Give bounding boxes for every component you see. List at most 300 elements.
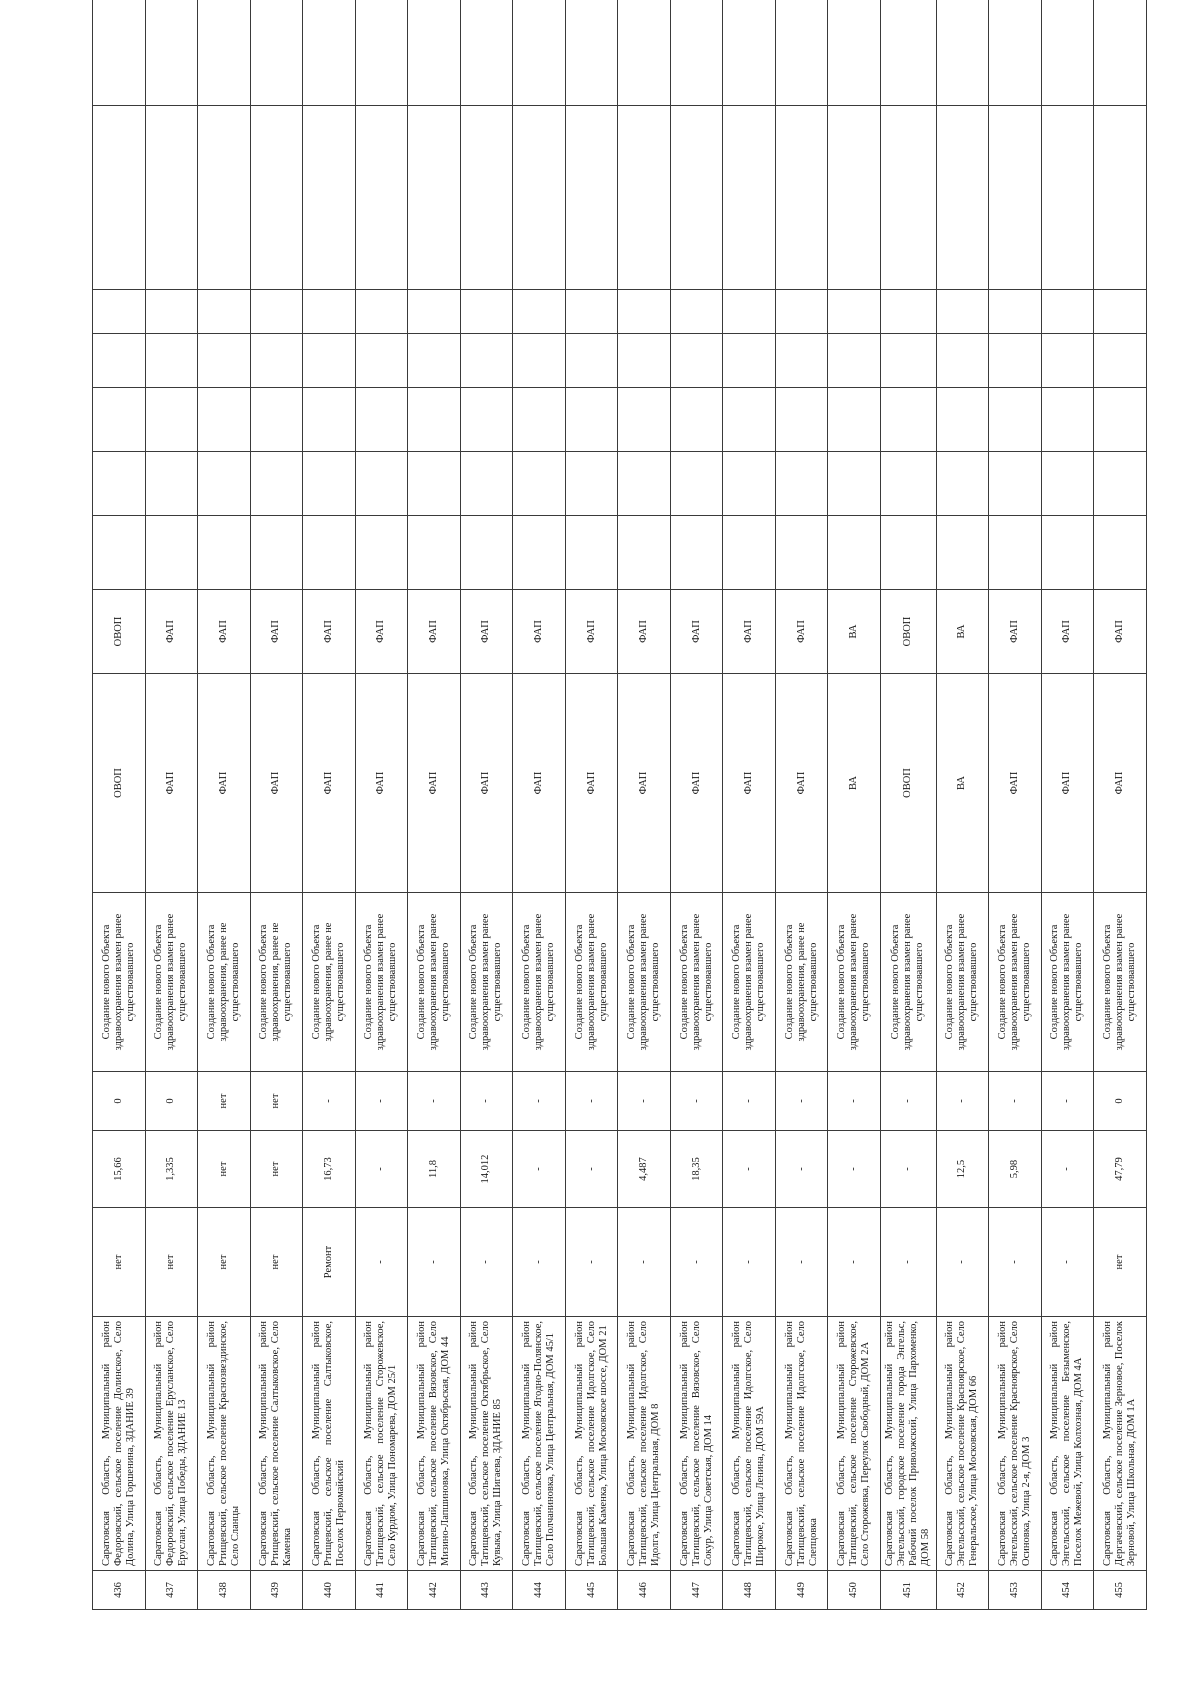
empty-cell [775, 388, 828, 452]
table-row [1041, 0, 1094, 1610]
action-cell: Создание нового Объекта здравоохранения взамен ранее существовавшего [355, 893, 408, 1072]
empty-cell [355, 388, 408, 452]
type-new-cell: ФАП [723, 590, 776, 674]
status-cell: нет [93, 1208, 146, 1317]
type-cell: ФАП [198, 674, 251, 893]
table-row [408, 0, 461, 1610]
action-cell: Создание нового Объекта здравоохранения, ранее не существовавшего [775, 893, 828, 1072]
empty-cell [460, 388, 513, 452]
action-cell: Создание нового Объекта здравоохранения взамен ранее существовавшего [93, 893, 146, 1072]
value-cell: - [880, 1072, 936, 1131]
action-cell: Создание нового Объекта здравоохранения взамен ранее существовавшего [145, 893, 198, 1072]
area-cell: 18,35 [670, 1131, 723, 1208]
type-cell: ОВОП [880, 674, 936, 893]
empty-cell [355, 106, 408, 290]
rotated-table-container [92, 65, 1147, 1610]
empty-cell [723, 290, 776, 334]
address-cell: Саратовская Область, Муниципальный район Татищевский, сельское поселение Сторожевское, Село Курдюм, Улица Пономарева, ДОМ 25/1 [355, 1317, 408, 1571]
table-body [93, 0, 1147, 1610]
row-number: 446 [618, 1571, 671, 1610]
row-number: 443 [460, 1571, 513, 1610]
empty-cell [145, 290, 198, 334]
table-row [250, 0, 303, 1610]
table-row [989, 0, 1042, 1610]
type-cell: ФАП [723, 674, 776, 893]
type-new-cell: ФАП [775, 590, 828, 674]
row-number: 441 [355, 1571, 408, 1610]
status-cell: - [880, 1208, 936, 1317]
empty-cell [618, 452, 671, 516]
empty-cell [198, 334, 251, 388]
table-row [1094, 0, 1147, 1610]
table-row [145, 0, 198, 1610]
value-cell: - [775, 1072, 828, 1131]
table-row [936, 0, 989, 1610]
empty-cell [989, 452, 1042, 516]
area-cell: - [355, 1131, 408, 1208]
area-cell: 16,73 [303, 1131, 356, 1208]
row-number: 442 [408, 1571, 461, 1610]
empty-cell [670, 388, 723, 452]
action-cell: Создание нового Объекта здравоохранения взамен ранее существовавшего [565, 893, 618, 1072]
value-cell: 0 [1094, 1072, 1147, 1131]
type-new-cell: ФАП [513, 590, 566, 674]
row-number: 453 [989, 1571, 1042, 1610]
action-cell: Создание нового Объекта здравоохранения взамен ранее существовавшего [989, 893, 1042, 1072]
empty-cell [460, 334, 513, 388]
address-cell: Саратовская Область, Муниципальный район Татищевский, сельское поселение Идолгское, Село Широкое, Улица Ленина, ДОМ 59А [723, 1317, 776, 1571]
type-cell: ФАП [670, 674, 723, 893]
empty-cell [936, 106, 989, 290]
status-cell: нет [145, 1208, 198, 1317]
table-row [303, 0, 356, 1610]
empty-cell [670, 290, 723, 334]
empty-cell [670, 334, 723, 388]
empty-cell [618, 388, 671, 452]
address-cell: Саратовская Область, Муниципальный район Татищевский, сельское поселение Вязовское, Село Сокур, Улица Советская, ДОМ 14 [670, 1317, 723, 1571]
empty-cell [408, 106, 461, 290]
table-row [828, 0, 881, 1610]
empty-cell [565, 388, 618, 452]
type-cell: ВА [828, 674, 881, 893]
empty-cell [93, 334, 146, 388]
empty-cell [303, 106, 356, 290]
value-cell: - [355, 1072, 408, 1131]
empty-cell [723, 516, 776, 590]
status-cell: - [408, 1208, 461, 1317]
address-cell: Саратовская Область, Муниципальный район Татищевский, сельское поселение Идолгское, Село Большая Каменка, Улица Московское шоссе, ДОМ 21 [565, 1317, 618, 1571]
empty-cell [775, 106, 828, 290]
empty-cell [408, 516, 461, 590]
empty-cell [618, 0, 671, 106]
empty-cell [145, 516, 198, 590]
empty-cell [198, 516, 251, 590]
empty-cell [408, 388, 461, 452]
empty-cell [880, 334, 936, 388]
empty-cell [989, 516, 1042, 590]
empty-cell [145, 106, 198, 290]
empty-cell [460, 106, 513, 290]
empty-cell [989, 290, 1042, 334]
empty-cell [828, 452, 881, 516]
empty-cell [670, 452, 723, 516]
type-cell: ФАП [408, 674, 461, 893]
address-cell: Саратовская Область, Муниципальный район Энгельсский, сельское поселение Безыменское, Поселок Межевой, Улица Колхозная, ДОМ 4А [1041, 1317, 1094, 1571]
value-cell: - [989, 1072, 1042, 1131]
type-cell: ФАП [1041, 674, 1094, 893]
action-cell: Создание нового Объекта здравоохранения взамен ранее существовавшего [408, 893, 461, 1072]
address-cell: Саратовская Область, Муниципальный район Энгельсский, сельское поселение Красноярское, Село Осиновка, Улица 2-я, ДОМ 3 [989, 1317, 1042, 1571]
empty-cell [1094, 290, 1147, 334]
action-cell: Создание нового Объекта здравоохранения взамен ранее существовавшего [1094, 893, 1147, 1072]
type-cell: ФАП [1094, 674, 1147, 893]
empty-cell [513, 106, 566, 290]
empty-cell [250, 388, 303, 452]
type-cell: ФАП [513, 674, 566, 893]
empty-cell [723, 388, 776, 452]
empty-cell [989, 0, 1042, 106]
status-cell: - [513, 1208, 566, 1317]
status-cell: - [618, 1208, 671, 1317]
empty-cell [670, 516, 723, 590]
table-row [880, 0, 936, 1610]
type-new-cell: ФАП [145, 590, 198, 674]
action-cell: Создание нового Объекта здравоохранения взамен ранее существовавшего [828, 893, 881, 1072]
address-cell: Саратовская Область, Муниципальный район Татищевский, сельское поселение Идолгское, Село Идолга, Улица Центральная, ДОМ 8 [618, 1317, 671, 1571]
area-cell: - [565, 1131, 618, 1208]
empty-cell [1094, 334, 1147, 388]
value-cell: - [513, 1072, 566, 1131]
area-cell: - [723, 1131, 776, 1208]
type-cell: ФАП [775, 674, 828, 893]
type-cell: ФАП [618, 674, 671, 893]
empty-cell [250, 516, 303, 590]
empty-cell [723, 452, 776, 516]
empty-cell [513, 452, 566, 516]
area-cell: - [828, 1131, 881, 1208]
empty-cell [828, 106, 881, 290]
empty-cell [828, 516, 881, 590]
empty-cell [880, 290, 936, 334]
table-row [775, 0, 828, 1610]
empty-cell [618, 334, 671, 388]
empty-cell [355, 452, 408, 516]
value-cell: - [936, 1072, 989, 1131]
empty-cell [618, 106, 671, 290]
area-cell: 11,8 [408, 1131, 461, 1208]
value-cell: - [723, 1072, 776, 1131]
value-cell: - [460, 1072, 513, 1131]
empty-cell [303, 334, 356, 388]
empty-cell [250, 290, 303, 334]
empty-cell [250, 106, 303, 290]
row-number: 439 [250, 1571, 303, 1610]
empty-cell [145, 452, 198, 516]
area-cell: - [1041, 1131, 1094, 1208]
action-cell: Создание нового Объекта здравоохранения, ранее не существовавшего [303, 893, 356, 1072]
empty-cell [93, 452, 146, 516]
empty-cell [93, 516, 146, 590]
type-cell: ФАП [989, 674, 1042, 893]
type-new-cell: ФАП [565, 590, 618, 674]
type-new-cell: ВА [828, 590, 881, 674]
empty-cell [936, 516, 989, 590]
type-new-cell: ФАП [408, 590, 461, 674]
type-new-cell: ОВОП [880, 590, 936, 674]
empty-cell [880, 0, 936, 106]
empty-cell [1041, 388, 1094, 452]
empty-cell [880, 516, 936, 590]
empty-cell [775, 334, 828, 388]
value-cell: - [1041, 1072, 1094, 1131]
empty-cell [775, 452, 828, 516]
area-cell: 5,98 [989, 1131, 1042, 1208]
type-new-cell: ФАП [460, 590, 513, 674]
action-cell: Создание нового Объекта здравоохранения, ранее не существовавшего [250, 893, 303, 1072]
status-cell: - [723, 1208, 776, 1317]
empty-cell [513, 516, 566, 590]
empty-cell [618, 290, 671, 334]
area-cell: 14,012 [460, 1131, 513, 1208]
empty-cell [828, 334, 881, 388]
table-row [513, 0, 566, 1610]
value-cell: 0 [145, 1072, 198, 1131]
type-new-cell: ФАП [989, 590, 1042, 674]
empty-cell [513, 290, 566, 334]
type-new-cell: ФАП [198, 590, 251, 674]
empty-cell [145, 388, 198, 452]
empty-cell [250, 0, 303, 106]
empty-cell [565, 290, 618, 334]
status-cell: - [989, 1208, 1042, 1317]
address-cell: Саратовская Область, Муниципальный район Ртищевский, сельское поселение Салтыковское, Поселок Первомайский [303, 1317, 356, 1571]
empty-cell [355, 290, 408, 334]
empty-cell [828, 0, 881, 106]
status-cell: - [355, 1208, 408, 1317]
empty-cell [670, 106, 723, 290]
empty-cell [460, 0, 513, 106]
value-cell: - [408, 1072, 461, 1131]
status-cell: - [775, 1208, 828, 1317]
value-cell: - [670, 1072, 723, 1131]
empty-cell [1041, 516, 1094, 590]
area-cell: 47,79 [1094, 1131, 1147, 1208]
row-number: 447 [670, 1571, 723, 1610]
type-cell: ОВОП [93, 674, 146, 893]
empty-cell [303, 290, 356, 334]
row-number: 440 [303, 1571, 356, 1610]
type-cell: ФАП [303, 674, 356, 893]
action-cell: Создание нового Объекта здравоохранения взамен ранее существовавшего [1041, 893, 1094, 1072]
empty-cell [198, 0, 251, 106]
address-cell: Саратовская Область, Муниципальный район Ртищевский, сельское поселение Краснозвездинское, Село Сланцы [198, 1317, 251, 1571]
table-row [198, 0, 251, 1610]
action-cell: Создание нового Объекта здравоохранения, ранее не существовавшего [198, 893, 251, 1072]
action-cell: Создание нового Объекта здравоохранения взамен ранее существовавшего [618, 893, 671, 1072]
empty-cell [936, 334, 989, 388]
value-cell: - [303, 1072, 356, 1131]
value-cell: - [828, 1072, 881, 1131]
row-number: 444 [513, 1571, 566, 1610]
address-cell: Саратовская Область, Муниципальный район Энгельсский, сельское поселение Красноярское, Село Генеральское, Улица Московская, ДОМ 66 [936, 1317, 989, 1571]
empty-cell [513, 0, 566, 106]
empty-cell [355, 516, 408, 590]
table-row [93, 0, 146, 1610]
empty-cell [880, 452, 936, 516]
address-cell: Саратовская Область, Муниципальный район Федоровский, сельское поселение Ерусланское, Село Еруслан, Улица Победы, ЗДАНИЕ 13 [145, 1317, 198, 1571]
status-cell: нет [198, 1208, 251, 1317]
empty-cell [513, 334, 566, 388]
empty-cell [565, 106, 618, 290]
empty-cell [565, 0, 618, 106]
empty-cell [775, 290, 828, 334]
table-row [723, 0, 776, 1610]
empty-cell [355, 334, 408, 388]
table-row [460, 0, 513, 1610]
row-number: 450 [828, 1571, 881, 1610]
empty-cell [93, 106, 146, 290]
address-cell: Саратовская Область, Муниципальный район Татищевский, сельское поселение Идолгское, Село Слепцовка [775, 1317, 828, 1571]
row-number: 452 [936, 1571, 989, 1610]
empty-cell [565, 334, 618, 388]
empty-cell [1094, 516, 1147, 590]
empty-cell [618, 516, 671, 590]
type-cell: ФАП [250, 674, 303, 893]
facilities-table [92, 0, 1147, 1610]
empty-cell [565, 452, 618, 516]
type-new-cell: ФАП [1041, 590, 1094, 674]
empty-cell [989, 106, 1042, 290]
empty-cell [408, 0, 461, 106]
type-new-cell: ФАП [303, 590, 356, 674]
empty-cell [775, 516, 828, 590]
table-row [565, 0, 618, 1610]
status-cell: - [936, 1208, 989, 1317]
value-cell: - [618, 1072, 671, 1131]
empty-cell [460, 516, 513, 590]
area-cell: 1,335 [145, 1131, 198, 1208]
empty-cell [1094, 0, 1147, 106]
action-cell: Создание нового Объекта здравоохранения взамен ранее существовавшего [723, 893, 776, 1072]
empty-cell [723, 334, 776, 388]
empty-cell [989, 388, 1042, 452]
type-new-cell: ФАП [355, 590, 408, 674]
empty-cell [880, 388, 936, 452]
address-cell: Саратовская Область, Муниципальный район Дергачевский, сельское поселение Зерновое, Поселок Зерновой, Улица Школьная, ДОМ 1А [1094, 1317, 1147, 1571]
row-number: 448 [723, 1571, 776, 1610]
value-cell: нет [198, 1072, 251, 1131]
value-cell: 0 [93, 1072, 146, 1131]
empty-cell [989, 334, 1042, 388]
status-cell: Ремонт [303, 1208, 356, 1317]
empty-cell [303, 516, 356, 590]
empty-cell [1041, 452, 1094, 516]
empty-cell [250, 452, 303, 516]
status-cell: - [1041, 1208, 1094, 1317]
status-cell: нет [250, 1208, 303, 1317]
address-cell: Саратовская Область, Муниципальный район Татищевский, сельское поселение Ягодно-Полянское, Село Полчаниновка, Улица Центральная, ДОМ 45/1 [513, 1317, 566, 1571]
empty-cell [565, 516, 618, 590]
empty-cell [1041, 290, 1094, 334]
empty-cell [936, 452, 989, 516]
type-cell: ФАП [145, 674, 198, 893]
empty-cell [1094, 388, 1147, 452]
empty-cell [723, 0, 776, 106]
address-cell: Саратовская Область, Муниципальный район Татищевский, сельское поселение Вязовское, Село Мизино-Лапшиновка, Улица Октябрьская, ДОМ 44 [408, 1317, 461, 1571]
table-row [618, 0, 671, 1610]
status-cell: - [460, 1208, 513, 1317]
address-cell: Саратовская Область, Муниципальный район Ртищевский, сельское поселение Салтыковское, Село Каменка [250, 1317, 303, 1571]
action-cell: Создание нового Объекта здравоохранения взамен ранее существовавшего [936, 893, 989, 1072]
address-cell: Саратовская Область, Муниципальный район Энгельсский, городское поселение города Энгельс, Рабочий поселок Приволжский, Улица Пархоменко, ДОМ 58 [880, 1317, 936, 1571]
row-number: 455 [1094, 1571, 1147, 1610]
empty-cell [355, 0, 408, 106]
empty-cell [93, 290, 146, 334]
row-number: 445 [565, 1571, 618, 1610]
type-new-cell: ФАП [670, 590, 723, 674]
action-cell: Создание нового Объекта здравоохранения взамен ранее существовавшего [880, 893, 936, 1072]
table-row [355, 0, 408, 1610]
empty-cell [303, 0, 356, 106]
area-cell: нет [250, 1131, 303, 1208]
area-cell: 15,66 [93, 1131, 146, 1208]
empty-cell [936, 290, 989, 334]
empty-cell [1094, 106, 1147, 290]
empty-cell [408, 334, 461, 388]
status-cell: - [670, 1208, 723, 1317]
row-number: 436 [93, 1571, 146, 1610]
empty-cell [460, 290, 513, 334]
address-cell: Саратовская Область, Муниципальный район Татищевский, сельское поселение Сторожевское, Село Сторожевка, Переулок Свободный, ДОМ 2А [828, 1317, 881, 1571]
empty-cell [93, 0, 146, 106]
empty-cell [198, 106, 251, 290]
empty-cell [460, 452, 513, 516]
empty-cell [198, 452, 251, 516]
row-number: 454 [1041, 1571, 1094, 1610]
empty-cell [408, 452, 461, 516]
status-cell: нет [1094, 1208, 1147, 1317]
address-cell: Саратовская Область, Муниципальный район Татищевский, сельское поселение Октябрьское, Село Кувыка, Улица Шигаева, ЗДАНИЕ 85 [460, 1317, 513, 1571]
empty-cell [828, 290, 881, 334]
row-number: 451 [880, 1571, 936, 1610]
row-number: 449 [775, 1571, 828, 1610]
type-new-cell: ФАП [1094, 590, 1147, 674]
type-cell: ФАП [565, 674, 618, 893]
type-new-cell: ФАП [250, 590, 303, 674]
type-new-cell: ФАП [618, 590, 671, 674]
empty-cell [723, 106, 776, 290]
area-cell: - [775, 1131, 828, 1208]
empty-cell [250, 334, 303, 388]
row-number: 438 [198, 1571, 251, 1610]
empty-cell [1041, 106, 1094, 290]
empty-cell [408, 290, 461, 334]
table-row [670, 0, 723, 1610]
type-cell: ВА [936, 674, 989, 893]
type-new-cell: ВА [936, 590, 989, 674]
empty-cell [936, 388, 989, 452]
status-cell: - [565, 1208, 618, 1317]
empty-cell [936, 0, 989, 106]
empty-cell [198, 388, 251, 452]
empty-cell [775, 0, 828, 106]
area-cell: - [880, 1131, 936, 1208]
address-cell: Саратовская Область, Муниципальный район Федоровский, сельское поселение Долинское, Село Долина, Улица Горшенина, ЗДАНИЕ 39 [93, 1317, 146, 1571]
empty-cell [513, 388, 566, 452]
type-cell: ФАП [355, 674, 408, 893]
row-number: 437 [145, 1571, 198, 1610]
status-cell: - [828, 1208, 881, 1317]
